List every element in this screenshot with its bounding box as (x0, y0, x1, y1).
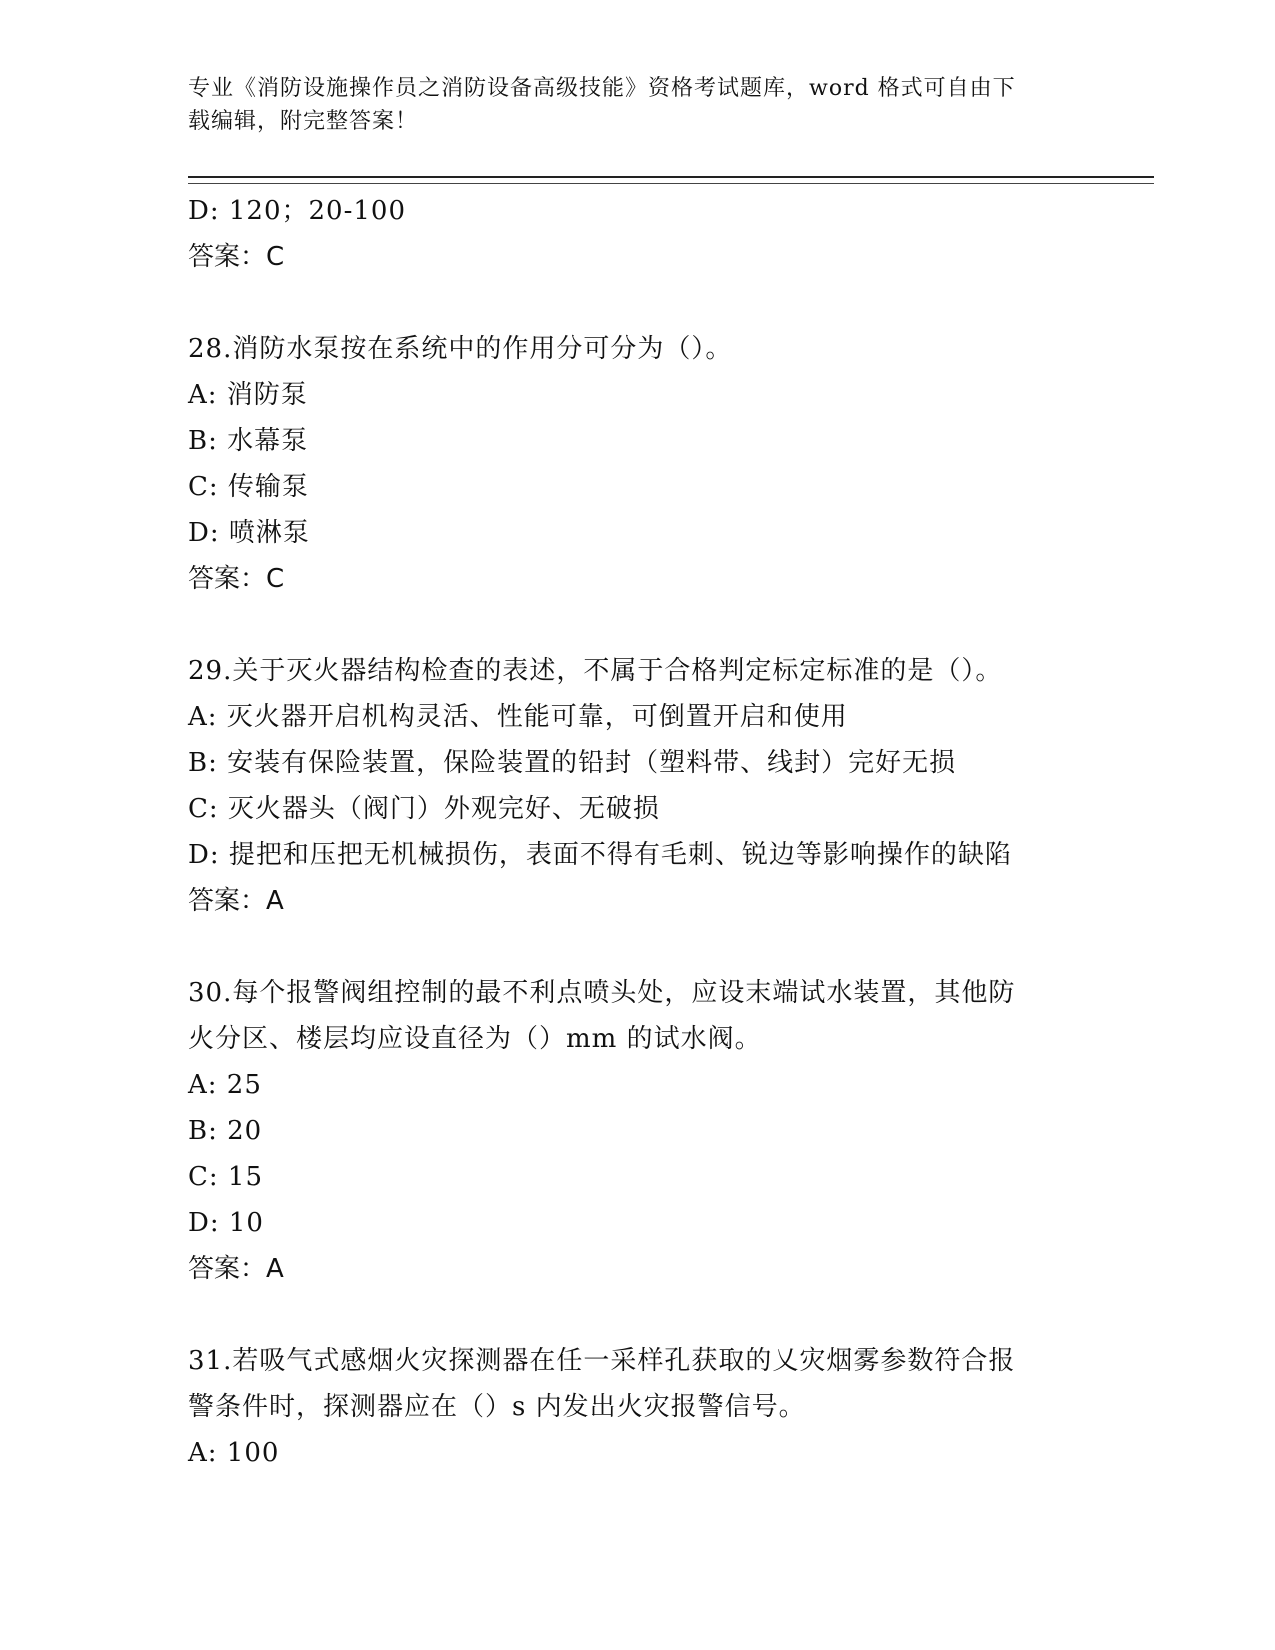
question-spacer (188, 924, 1088, 970)
option-a: A: 消防泵 (188, 380, 308, 410)
header-divider-thick (188, 176, 1154, 178)
question-list (188, 188, 1088, 1476)
question-stem-line-2: 警条件时，探测器应在（）s 内发出火灾报警信号。 (188, 1392, 806, 1422)
question-stem: 29.关于灭火器结构检查的表述，不属于合格判定标定标准的是（）。 (188, 656, 1003, 686)
header-divider-thin (188, 183, 1154, 184)
option-b: B: 水幕泵 (188, 426, 309, 456)
option-c: C: 15 (188, 1162, 264, 1192)
option-a: A: 灭火器开启机构灵活、性能可靠，可倒置开启和使用 (188, 702, 848, 732)
header-line-2: 载编辑，附完整答案！ (188, 109, 419, 134)
question-spacer (188, 602, 1088, 648)
answer-line: 答案：A (188, 886, 284, 916)
option-c: C: 灭火器头（阀门）外观完好、无破损 (188, 794, 660, 824)
option-a: A: 25 (188, 1070, 262, 1100)
page-header (188, 72, 1068, 138)
option-b: B: 20 (188, 1116, 263, 1146)
option-d: D: 10 (188, 1208, 264, 1238)
question-stem-line-2: 火分区、楼层均应设直径为（）mm 的试水阀。 (188, 1024, 762, 1054)
answer-line: 答案：C (188, 564, 285, 594)
question-stem-line-1: 31.若吸气式感烟火灾探测器在任一采样孔获取的乂灾烟雾参数符合报 (188, 1346, 1016, 1376)
answer-line: 答案：A (188, 1254, 284, 1284)
option-d: D: 提把和压把无机械损伤，表面不得有毛刺、锐边等影响操作的缺陷 (188, 840, 1012, 870)
option-a: A: 100 (188, 1438, 280, 1468)
question-stem-line-1: 30.每个报警阀组控制的最不利点喷头处，应设末端试水装置，其他防 (188, 978, 1016, 1008)
option-c: C: 传输泵 (188, 472, 309, 502)
question-30 (188, 970, 1088, 1292)
question-27-tail (188, 188, 1088, 280)
header-line-1: 专业《消防设施操作员之消防设备高级技能》资格考试题库，word 格式可自由下 (188, 76, 1016, 101)
question-28 (188, 326, 1088, 602)
option-d: D: 喷淋泵 (188, 518, 310, 548)
answer-line: 答案：C (188, 242, 285, 272)
question-31 (188, 1338, 1088, 1476)
option-b: B: 安装有保险装置，保险装置的铅封（塑料带、线封）完好无损 (188, 748, 957, 778)
question-29 (188, 648, 1088, 924)
question-stem: 28.消防水泵按在系统中的作用分可分为（）。 (188, 334, 733, 364)
question-spacer (188, 280, 1088, 326)
question-spacer (188, 1292, 1088, 1338)
option-d: D: 120；20-100 (188, 196, 406, 226)
